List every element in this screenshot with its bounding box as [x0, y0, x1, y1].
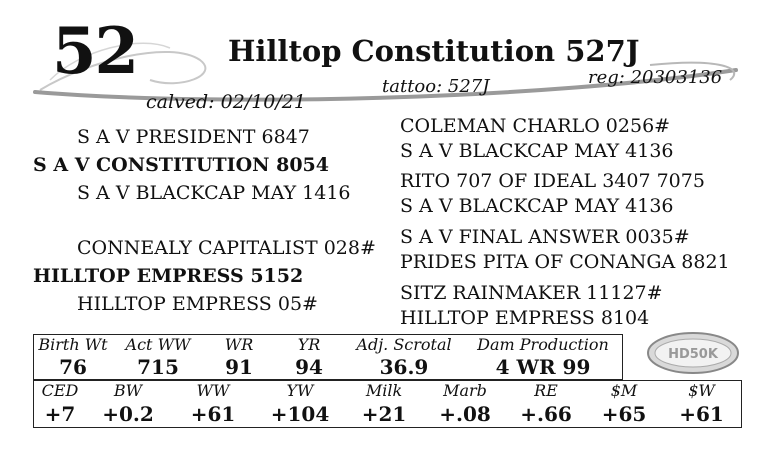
dam-sire: CONNEALY CAPITALIST 028#	[77, 237, 376, 259]
epd-header: $W	[688, 381, 715, 401]
performance-header: WR	[224, 334, 254, 354]
epd-table	[33, 380, 742, 428]
epd-value: +0.2	[102, 402, 154, 427]
hd50k-logo	[646, 331, 740, 375]
performance-header: Dam Production	[477, 334, 609, 354]
performance-value: 91	[225, 354, 253, 379]
performance-value: 36.9	[379, 354, 429, 379]
epd-header: CED	[41, 381, 79, 401]
performance-header: Adj. Scrotal	[356, 334, 452, 354]
epd-header: Milk	[365, 381, 403, 401]
performance-header: Act WW	[125, 334, 191, 354]
pedigree-right-3: RITO 707 OF IDEAL 3407 7075	[400, 170, 705, 192]
performance-table	[33, 334, 623, 380]
epd-header: YW	[286, 381, 314, 401]
performance-value: 4 WR 99	[495, 354, 591, 379]
dam-dam: HILLTOP EMPRESS 05#	[77, 293, 318, 315]
performance-value: 715	[137, 354, 179, 379]
sire: S A V CONSTITUTION 8054	[33, 154, 329, 176]
epd-value: +61	[679, 402, 724, 427]
epd-value: +104	[270, 402, 330, 427]
epd-value: +.66	[520, 402, 572, 427]
performance-value-row	[34, 355, 623, 380]
lot-number: 52	[52, 14, 138, 89]
performance-value: 76	[59, 354, 87, 379]
performance-header-row	[34, 335, 623, 355]
epd-header: BW	[113, 381, 143, 401]
pedigree-right-2: S A V BLACKCAP MAY 4136	[400, 140, 674, 162]
calved-date: calved: 02/10/21	[146, 91, 306, 113]
performance-header: YR	[297, 334, 321, 354]
epd-value: +7	[44, 402, 76, 427]
epd-value: +65	[601, 402, 647, 427]
epd-value: +61	[190, 402, 236, 427]
animal-name: Hilltop Constitution 527J	[228, 34, 640, 68]
performance-header: Birth Wt	[38, 334, 108, 354]
epd-value: +21	[361, 402, 407, 427]
epd-value-row	[34, 402, 742, 428]
pedigree-right-1: COLEMAN CHARLO 0256#	[400, 115, 671, 137]
epd-header: WW	[196, 381, 230, 401]
sire-sire: S A V PRESIDENT 6847	[77, 126, 310, 148]
epd-header: Marb	[443, 381, 487, 401]
sire-dam: S A V BLACKCAP MAY 1416	[77, 182, 351, 204]
dam: HILLTOP EMPRESS 5152	[33, 265, 304, 287]
pedigree-right-5: S A V FINAL ANSWER 0035#	[400, 226, 690, 248]
pedigree-right-7: SITZ RAINMAKER 11127#	[400, 282, 663, 304]
epd-header-row	[34, 381, 742, 402]
registration-number: reg: 20303136	[588, 67, 723, 88]
epd-header: $M	[610, 381, 638, 401]
pedigree-right-6: PRIDES PITA OF CONANGA 8821	[400, 251, 730, 273]
epd-value: +.08	[439, 402, 491, 427]
svg-text:HD50K: HD50K	[668, 347, 718, 362]
tattoo: tattoo: 527J	[382, 76, 490, 97]
pedigree-right-8: HILLTOP EMPRESS 8104	[400, 307, 650, 329]
epd-header: RE	[534, 381, 558, 401]
pedigree-right-4: S A V BLACKCAP MAY 4136	[400, 195, 674, 217]
performance-value: 94	[295, 354, 323, 379]
